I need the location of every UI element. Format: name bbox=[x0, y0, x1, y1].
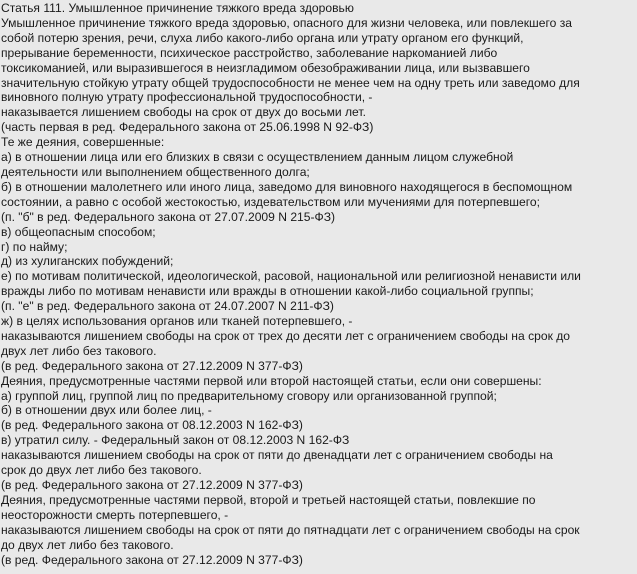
document-line: (в ред. Федерального закона от 27.12.2009 N 377-ФЗ) bbox=[1, 552, 303, 567]
document-line: срок до двух лет либо без такового. bbox=[1, 463, 202, 478]
document-line: деятельности или выполнением общественного долга; bbox=[1, 164, 310, 179]
document-line: неосторожности смерть потерпевшего, - bbox=[1, 507, 229, 522]
document-line: б) в отношении малолетнего или иного лица, заведомо для виновного находящегося в беспомощном bbox=[1, 179, 573, 194]
document-line: д) из хулиганских побуждений; bbox=[1, 254, 174, 269]
document-line: е) по мотивам политической, идеологической, расовой, национальной или религиозной ненависти или bbox=[1, 269, 581, 284]
document-line: наказывается лишением свободы на срок от двух до восьми лет. bbox=[1, 105, 366, 120]
document-line: (п. "е" в ред. Федерального закона от 24.07.2007 N 211-ФЗ) bbox=[1, 299, 334, 314]
document-line: собой потерю зрения, речи, слуха либо какого-либо органа или утрату органом его функций, bbox=[1, 30, 524, 45]
document-line: в) утратил силу. - Федеральный закон от 08.12.2003 N 162-ФЗ bbox=[1, 433, 350, 448]
document-title: Статья 111. Умышленное причинение тяжкого вреда здоровью bbox=[1, 1, 354, 15]
document-line: Умышленное причинение тяжкого вреда здоровью, опасного для жизни человека, или повлекшего за bbox=[1, 15, 572, 30]
document-line: б) в отношении двух или более лиц, - bbox=[1, 403, 212, 418]
document-line: виновного полную утрату профессиональной трудоспособности, - bbox=[1, 90, 373, 105]
document-line: г) по найму; bbox=[1, 239, 68, 254]
document-line: а) в отношении лица или его близких в связи с осуществлением данным лицом служебной bbox=[1, 150, 514, 165]
document-line: наказываются лишением свободы на срок от пяти до пятнадцати лет с ограничением свободы на срок bbox=[1, 522, 580, 537]
document-line: наказываются лишением свободы на срок от пяти до двенадцати лет с ограничением свободы на bbox=[1, 448, 553, 463]
document-line: ж) в целях использования органов или тканей потерпевшего, - bbox=[1, 314, 353, 329]
document-line: двух лет либо без такового. bbox=[1, 343, 157, 358]
document-line: Деяния, предусмотренные частями первой, второй и третьей настоящей статьи, повлекшие по bbox=[1, 492, 536, 507]
document-line: (в ред. Федерального закона от 08.12.2003 N 162-ФЗ) bbox=[1, 418, 303, 433]
document-line: вражды либо по мотивам ненависти или вражды в отношении какой-либо социальной группы; bbox=[1, 284, 534, 299]
document-line: токсикоманией, или выразившегося в неизгладимом обезображивании лица, или вызвавшего bbox=[1, 60, 530, 75]
document-line: наказываются лишением свободы на срок от трех до десяти лет с ограничением свободы на срок до bbox=[1, 328, 571, 343]
document-line: Деяния, предусмотренные частями первой или второй настоящей статьи, если они совершены: bbox=[1, 373, 542, 388]
document-line: (в ред. Федерального закона от 27.12.2009 N 377-ФЗ) bbox=[1, 358, 303, 373]
document-line: прерывание беременности, психическое расстройство, заболевание наркоманией либо bbox=[1, 45, 498, 60]
document-line: (часть первая в ред. Федерального закона от 25.06.1998 N 92-ФЗ) bbox=[1, 120, 374, 135]
document-line: в) общеопасным способом; bbox=[1, 224, 156, 239]
document-line: (п. "б" в ред. Федерального закона от 27.07.2009 N 215-ФЗ) bbox=[1, 209, 336, 224]
document-line: а) группой лиц, группой лиц по предварительному сговору или организованной группой; bbox=[1, 388, 497, 403]
document-line: (в ред. Федерального закона от 27.12.2009 N 377-ФЗ) bbox=[1, 478, 303, 492]
document-line: значительную стойкую утрату общей трудоспособности не менее чем на одну треть или заведомо для bbox=[1, 75, 580, 90]
document-line: до двух лет либо без такового. bbox=[1, 537, 174, 552]
document-line: состоянии, а равно с особой жестокостью, издевательством или мучениями для потерпевшего; bbox=[1, 194, 540, 209]
document-line: Те же деяния, совершенные: bbox=[1, 135, 165, 150]
